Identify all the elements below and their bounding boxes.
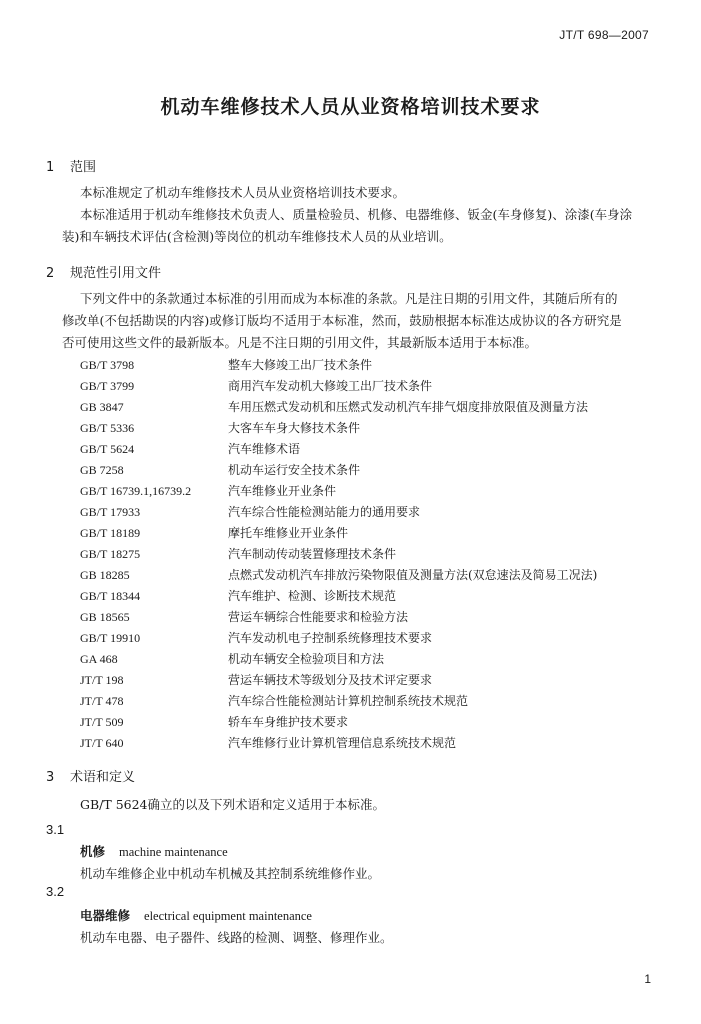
reference-code: GB/T 18275 <box>80 547 141 561</box>
reference-row <box>80 460 670 481</box>
reference-title: 车用压燃式发动机和压燃式发动机汽车排气烟度排放限值及测量方法 <box>228 400 589 414</box>
section-title: 术语和定义 <box>70 770 136 785</box>
reference-list <box>80 355 670 754</box>
standard-code: JT/T 698—2007 <box>559 28 649 42</box>
page-number: 1 <box>644 972 651 986</box>
reference-title: 汽车综合性能检测站能力的通用要求 <box>228 505 421 519</box>
section-title: 规范性引用文件 <box>70 266 162 281</box>
reference-title: 机动车运行安全技术条件 <box>228 463 361 477</box>
reference-row <box>80 607 670 628</box>
reference-row <box>80 733 670 754</box>
reference-row <box>80 481 670 502</box>
reference-row <box>80 523 670 544</box>
reference-row <box>80 418 670 439</box>
section-2-para-line-3: 否可使用这些文件的最新版本。凡是不注日期的引用文件，其最新版本适用于本标准。 <box>62 335 538 350</box>
term-chinese: 电器维修 <box>80 908 131 923</box>
reference-code: GB/T 5336 <box>80 421 135 435</box>
reference-code: GB 18565 <box>80 610 130 624</box>
reference-row <box>80 439 670 460</box>
reference-title: 商用汽车发动机大修竣工出厂技术条件 <box>228 379 433 393</box>
section-1-para-2-line-1: 本标准适用于机动车维修技术负责人、质量检验员、机修、电器维修、钣金(车身修复)、涂漆(车身涂 <box>80 207 633 222</box>
document-title: 机动车维修技术人员从业资格培训技术要求 <box>160 96 541 118</box>
reference-row <box>80 565 670 586</box>
term-entry <box>80 906 312 924</box>
reference-title: 汽车维护、检测、诊断技术规范 <box>228 589 397 603</box>
reference-code: GB/T 19910 <box>80 631 141 645</box>
reference-title: 汽车维修业开业条件 <box>228 484 337 498</box>
reference-row <box>80 712 670 733</box>
reference-code: GB/T 18189 <box>80 526 141 540</box>
reference-title: 汽车发动机电子控制系统修理技术要求 <box>228 631 433 645</box>
term-definition: 机动车维修企业中机动车机械及其控制系统维修作业。 <box>80 866 381 881</box>
section-number: 1 <box>46 160 55 175</box>
reference-code: GA 468 <box>80 652 118 666</box>
reference-title: 营运车辆综合性能要求和检验方法 <box>228 610 409 624</box>
reference-code: GB 7258 <box>80 463 124 477</box>
reference-title: 机动车辆安全检验项目和方法 <box>228 652 385 666</box>
section-1-para-2-line-2: 装)和车辆技术评估(含检测)等岗位的机动车维修技术人员的从业培训。 <box>62 229 452 244</box>
section-title: 范围 <box>70 160 97 175</box>
reference-title: 轿车车身维护技术要求 <box>228 715 349 729</box>
clause-number: 3.2 <box>46 884 65 899</box>
section-1-para-1: 本标准规定了机动车维修技术人员从业资格培训技术要求。 <box>80 185 406 200</box>
reference-row <box>80 502 670 523</box>
section-number: 2 <box>46 266 55 281</box>
section-number: 3 <box>46 770 55 785</box>
reference-title: 点燃式发动机汽车排放污染物限值及测量方法(双怠速法及简易工况法) <box>228 568 598 582</box>
reference-row <box>80 628 670 649</box>
term-entry <box>80 842 228 860</box>
reference-row <box>80 586 670 607</box>
reference-code: GB/T 3799 <box>80 379 135 393</box>
reference-title: 大客车车身大修技术条件 <box>228 421 361 435</box>
reference-title: 汽车维修术语 <box>228 442 301 456</box>
reference-row <box>80 376 670 397</box>
reference-row <box>80 544 670 565</box>
reference-code: GB/T 5624 <box>80 442 135 456</box>
reference-title: 营运车辆技术等级划分及技术评定要求 <box>228 673 433 687</box>
reference-title: 汽车制动传动装置修理技术条件 <box>228 547 397 561</box>
term-chinese: 机修 <box>80 844 106 859</box>
reference-code: JT/T 478 <box>80 694 124 708</box>
reference-row <box>80 691 670 712</box>
clause-number: 3.1 <box>46 822 65 837</box>
reference-code: GB/T 18344 <box>80 589 141 603</box>
section-3-heading <box>46 766 135 785</box>
reference-code: GB/T 17933 <box>80 505 141 519</box>
reference-code: GB/T 16739.1,16739.2 <box>80 484 192 498</box>
reference-title: 汽车综合性能检测站计算机控制系统技术规范 <box>228 694 469 708</box>
reference-row <box>80 670 670 691</box>
reference-code: GB 3847 <box>80 400 124 414</box>
reference-code: GB 18285 <box>80 568 130 582</box>
section-2-heading <box>46 262 161 281</box>
reference-row <box>80 355 670 376</box>
reference-code: JT/T 509 <box>80 715 124 729</box>
reference-title: 整车大修竣工出厂技术条件 <box>228 358 373 372</box>
term-english: electrical equipment maintenance <box>144 909 312 923</box>
reference-title: 汽车维修行业计算机管理信息系统技术规范 <box>228 736 457 750</box>
section-2-para-line-1: 下列文件中的条款通过本标准的引用而成为本标准的条款。凡是注日期的引用文件，其随后所有的 <box>80 291 618 306</box>
section-1-heading <box>46 156 96 175</box>
term-english: machine maintenance <box>119 845 228 859</box>
section-2-para-line-2: 修改单(不包括勘误的内容)或修订版均不适用于本标准，然而，鼓励根据本标准达成协议的各方研究是 <box>62 313 622 328</box>
reference-code: GB/T 3798 <box>80 358 135 372</box>
reference-row <box>80 649 670 670</box>
section-3-intro: GB/T 5624确立的以及下列术语和定义适用于本标准。 <box>80 797 386 812</box>
reference-code: JT/T 198 <box>80 673 124 687</box>
term-definition: 机动车电器、电子器件、线路的检测、调整、修理作业。 <box>80 930 393 945</box>
reference-row <box>80 397 670 418</box>
reference-code: JT/T 640 <box>80 736 124 750</box>
reference-title: 摩托车维修业开业条件 <box>228 526 349 540</box>
